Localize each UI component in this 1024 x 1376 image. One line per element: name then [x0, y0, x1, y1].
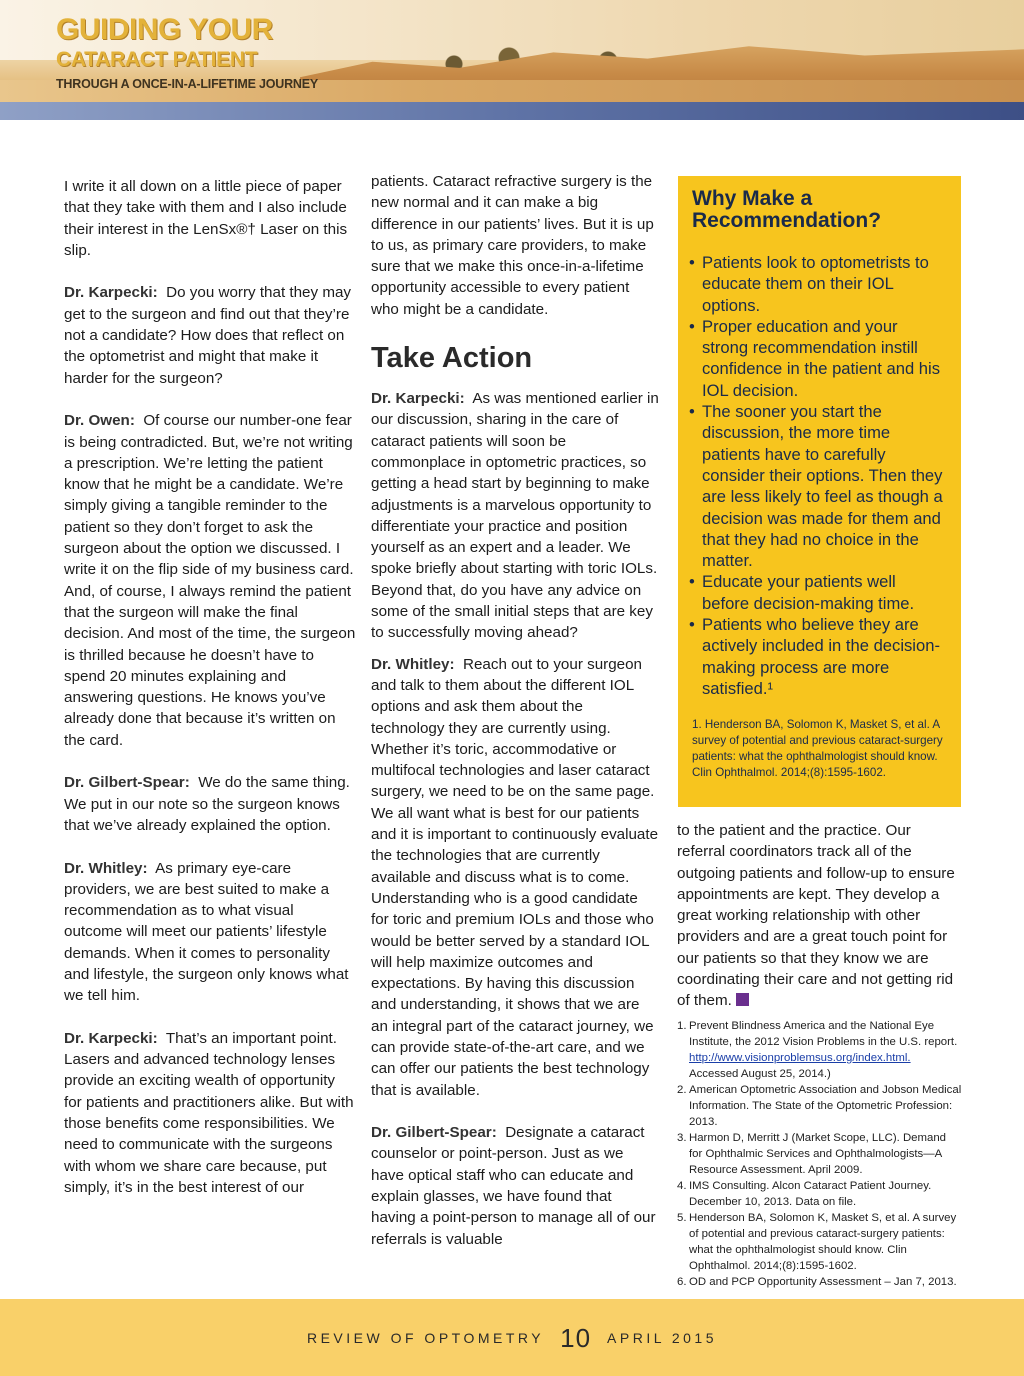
speaker-name: Dr. Karpecki:: [371, 390, 465, 408]
column-2: [371, 171, 659, 1250]
banner-blue-stripe: [0, 102, 1024, 120]
paragraph: [64, 858, 356, 1007]
paragraph-text: I write it all down on a little piece of paper that they take with them and I also include their interest in the LenSx®† Laser on this slip.: [64, 178, 348, 259]
end-of-article-mark: [736, 993, 749, 1006]
paragraph-text: to the patient and the practice. Our referral coordinators track all of the outgoing patients and follow-up to ensure appointments are kept. They develop a great working relationship with other providers and are a great touch point for our patients so that they know we are coordinating their care and not getting rid of them.: [677, 822, 955, 1010]
speaker-name: Dr. Karpecki:: [64, 1029, 158, 1047]
paragraph: [371, 654, 659, 1101]
paragraph: [371, 1122, 659, 1250]
reference-link[interactable]: http://www.visionproblemsus.org/index.html.: [689, 1052, 911, 1064]
reference-item: 4. IMS Consulting. Alcon Cataract Patient Journey. December 10, 2013. Data on file.: [677, 1180, 932, 1208]
paragraph: [64, 1028, 356, 1198]
issue-date: APRIL 2015: [607, 1330, 718, 1346]
sidebar-bullet: • The sooner you start the discussion, the more time patients have to carefully consider their options. Then they are less likely to feel as though a decision was made for them and that they had no choice in the matter.: [692, 401, 947, 571]
speaker-name: Dr. Karpecki:: [64, 284, 158, 302]
paragraph: [677, 820, 957, 1012]
reference-item: 2. American Optometric Association and Jobson Medical Information. The State of the Optometric Profession: 2013.: [677, 1084, 962, 1128]
sidebar-bullet: • Proper education and your strong recommendation instill confidence in the patient and his IOL decision.: [692, 316, 947, 401]
reference-item: 1. Prevent Blindness America and the National Eye Institute, the 2012 Vision Problems in the U.S. report. http://www.visionproblemsus.org/index.html. Accessed August 25, 2014.): [677, 1020, 958, 1080]
sidebar-bullet: • Patients look to optometrists to educate them on their IOL options.: [692, 252, 947, 316]
paragraph: [64, 772, 356, 836]
speaker-name: Dr. Gilbert-Spear:: [371, 1124, 497, 1142]
paragraph-text: We do the same thing. We put in our note so the surgeon knows that we’ve already explained the option.: [64, 774, 350, 834]
column-1: [64, 176, 356, 1198]
paragraph: [64, 176, 356, 261]
paragraph-text: Designate a cataract counselor or point-person. Just as we have optical staff who can educate and explain glasses, we have found that having a point-person to manage all of our referrals is valuable: [371, 1124, 656, 1248]
speaker-name: Dr. Gilbert-Spear:: [64, 774, 190, 792]
series-title-line2: CATARACT PATIENT: [56, 48, 258, 71]
footer-text: [0, 1323, 1024, 1354]
header-banner: [0, 0, 1024, 120]
paragraph-text: As primary eye-care providers, we are best suited to make a recommendation as to what visual outcome will meet our patients’ lifestyle demands. When it comes to personality and lifestyle, the surgeon only knows what we tell him.: [64, 859, 349, 1005]
paragraph-text: Reach out to your surgeon and talk to them about the different IOL options and ask them about the technology they are currently using. Whether it’s toric, accommodative or multifocal technologies and laser cataract surgery, we need to be on the same page. We all want what is best for our patients and it is important to continuously evaluate the technologies that are currently available and discuss what is to come. Understanding who is a good candidate for toric and premium IOLs and those who would be better served by a standard IOL will help maximize outcomes and expectations. By having this discussion and understanding, it shows that we are an integral part of the cataract journey, we can provide state-of-the-art care, and we can offer our patients the best technology that is available.: [371, 655, 659, 1099]
sidebar-reference: 1. Henderson BA, Solomon K, Masket S, et al. A survey of potential and previous cataract-surgery patients: what the ophthalmologist should know. Clin Ophthalmol. 2014;(8):1595-1602.: [692, 718, 943, 780]
paragraph: [64, 410, 356, 751]
paragraph: patients. Cataract refractive surgery is the new normal and it can make a big difference in our patients’ lives. But it is up to us, as primary care providers, to make sure that we make this once-in-a-lifetime opportunity accessible to every patient who might be a candidate.: [371, 173, 654, 318]
speaker-name: Dr. Whitley:: [371, 655, 455, 673]
paragraph: [64, 282, 356, 388]
speaker-name: Dr. Whitley:: [64, 859, 148, 877]
sidebar-bullet: • Patients who believe they are actively included in the decision-making process are more satisfied.¹: [692, 614, 947, 699]
recommendation-sidebar: [678, 176, 961, 807]
page-number: 10: [560, 1323, 592, 1353]
publication-name: REVIEW OF OPTOMETRY: [306, 1330, 545, 1346]
reference-item: 5. Henderson BA, Solomon K, Masket S, et al. A survey of potential and previous cataract-surgery patients: what the ophthalmologist should know. Clin Ophthalmol. 2014;(8):1595-1602.: [677, 1212, 957, 1272]
series-title-line1: GUIDING YOUR: [56, 13, 273, 46]
sidebar-bullet: • Educate your patients well before decision-making time.: [692, 571, 947, 614]
paragraph: [371, 388, 659, 644]
paragraph-text: Of course our number-one fear is being contradicted. But, we’re not writing a prescription. We’re letting the patient know that he might be a candidate. We’re simply giving a tangible reminder to the patient so they don’t forget to ask the surgeon about the option we discussed. I write it on the flip side of my business card. And, of course, I always remind the patient that the surgeon will make the final decision. And most of the time, the surgeon is thrilled because he doesn’t have to spend 20 minutes explaining and answering questions. He knows you’ve already done that because it’s written on the card.: [64, 412, 356, 749]
paragraph-text: Do you worry that they may get to the surgeon and find out that they’re not a candidate? How does that reflect on the optometrist and might that make it harder for the surgeon?: [64, 284, 352, 387]
sidebar-title: Why Make a Recommendation?: [692, 187, 882, 232]
sidebar-bullet-list: [692, 252, 947, 699]
series-subtitle: THROUGH A ONCE-IN-A-LIFETIME JOURNEY: [56, 77, 319, 91]
page-footer: [0, 1299, 1024, 1376]
column-3: [677, 820, 957, 1012]
paragraph-text: That’s an important point. Lasers and advanced technology lenses provide an exciting wealth of opportunity for patients and practitioners alike. But with those benefits come responsibilities. We need to communicate with the surgeons with whom we share care because, put simply, it’s in the best interest of our: [64, 1029, 354, 1196]
reference-item: 3. Harmon D, Merritt J (Market Scope, LLC). Demand for Ophthalmic Services and Ophthalmologists—A Resource Assessment. April 2009.: [677, 1132, 946, 1176]
references-list: [677, 1018, 962, 1290]
speaker-name: Dr. Owen:: [64, 412, 135, 430]
paragraph-text: As was mentioned earlier in our discussion, sharing in the care of cataract patients will soon be commonplace in optometric practices, so getting a head start by beginning to make adjustments is a marvelous opportunity to differentiate your practice and position yourself as an expert and a leader. We spoke briefly about starting with toric IOLs. Beyond that, do you have any advice on some of the small initial steps that are key to successfully moving ahead?: [371, 390, 659, 642]
section-heading: Take Action: [371, 342, 533, 375]
reference-item: 6. OD and PCP Opportunity Assessment – Jan 7, 2013.: [677, 1276, 957, 1288]
